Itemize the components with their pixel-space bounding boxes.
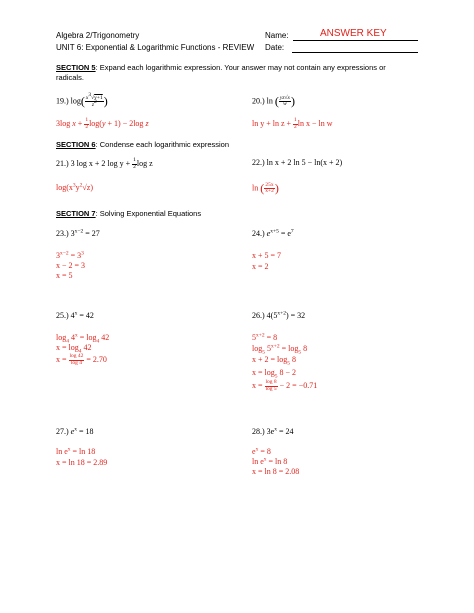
answer-23-step-2: x − 2 = 3 <box>56 261 86 270</box>
answer-26-step-5: x = $\frac{\log 8}{\log 5}$ − 2 = −0.71 <box>252 379 318 392</box>
section-7-heading: SECTION 7: Solving Exponential Equations <box>56 209 202 218</box>
section-6-heading: SECTION 6: Condense each logarithmic expression <box>56 140 230 149</box>
section-5-heading-cont: radicals. <box>56 73 84 82</box>
date-line <box>292 52 418 53</box>
answer-26-step-1: $5^{x+2} = 8$ <box>252 332 278 342</box>
unit-title: UNIT 6: Exponential & Logarithmic Functions - REVIEW <box>56 43 255 52</box>
name-label: Name: <box>265 31 289 40</box>
answer-24-step-2: x = 2 <box>252 262 269 271</box>
answer-20: ln y + ln z + $\frac{1}{2}$ ln x − ln w <box>252 117 333 130</box>
answer-25-step-2: $x = \log_4 42$ <box>56 343 92 355</box>
answer-25-step-3: x = $\frac{\log 42}{\log 4}$ = 2.70 <box>56 353 107 366</box>
answer-26-step-3: $x + 2 = \log_5 8$ <box>252 355 296 367</box>
problem-20: 20.) ln ( $\frac{yz√x}{w}$ ) <box>252 94 295 108</box>
answer-23-step-1: $3^{x-2} = 3^3$ <box>56 250 84 260</box>
answer-19: 3log x + $\frac{1}{2}$ log(y + 1) − 2log z <box>56 117 149 130</box>
answer-24-step-1: x + 5 = 7 <box>252 251 282 260</box>
problem-27: 27.) $e^x = 18$ <box>56 426 94 436</box>
problem-25: 25.) 4$^x$ = 42 <box>56 310 94 320</box>
answer-28-step-1: $e^x = 8$ <box>252 446 271 456</box>
problem-26: 26.) $4(5^{x+2}) = 32$ <box>252 310 306 320</box>
section-5-heading: SECTION 5: Expand each logarithmic expression. Your answer may not contain any expressions or <box>56 63 386 72</box>
answer-21: $\log(x^3y^2√z)$ <box>56 182 93 192</box>
answer-25-step-1: $\log_4 4^x = \log_4 42$ <box>56 332 110 345</box>
problem-22: 22.) ln x + 2 ln 5 − ln(x + 2) <box>252 158 343 167</box>
problem-21: 21.) 3 log x + 2 log y + $\frac{1}{2}$ log z <box>56 157 153 170</box>
name-line <box>293 40 418 41</box>
problem-23: 23.) $3^{x-2} = 27$ <box>56 228 100 238</box>
problem-24: 24.) $e^{x+5} = e^7$ <box>252 228 294 238</box>
answer-26-step-2: $\log_5 5^{x+2} = \log_5 8$ <box>252 343 308 356</box>
course-title: Algebra 2/Trigonometry <box>56 31 140 40</box>
answer-key-label: ANSWER KEY <box>320 28 387 39</box>
answer-27-step-2: x = ln 18 = 2.89 <box>56 458 108 467</box>
problem-28: 28.) $3e^x = 24$ <box>252 426 294 436</box>
answer-22: ln ( $\frac{25x}{x+2}$ ) <box>252 181 279 195</box>
answer-28-step-2: $\ln e^x = \ln 8$ <box>252 456 288 466</box>
answer-23-step-3: x = 5 <box>56 271 73 280</box>
answer-26-step-4: $x = \log_5 8 - 2$ <box>252 368 296 380</box>
date-label: Date: <box>265 43 285 52</box>
answer-28-step-3: x = ln 8 = 2.08 <box>252 467 300 476</box>
problem-19: 19.) log( $\frac{x^3√y+1}{z^2}$ ) <box>56 91 108 108</box>
answer-27-step-1: $\ln e^x = \ln 18$ <box>56 446 96 456</box>
